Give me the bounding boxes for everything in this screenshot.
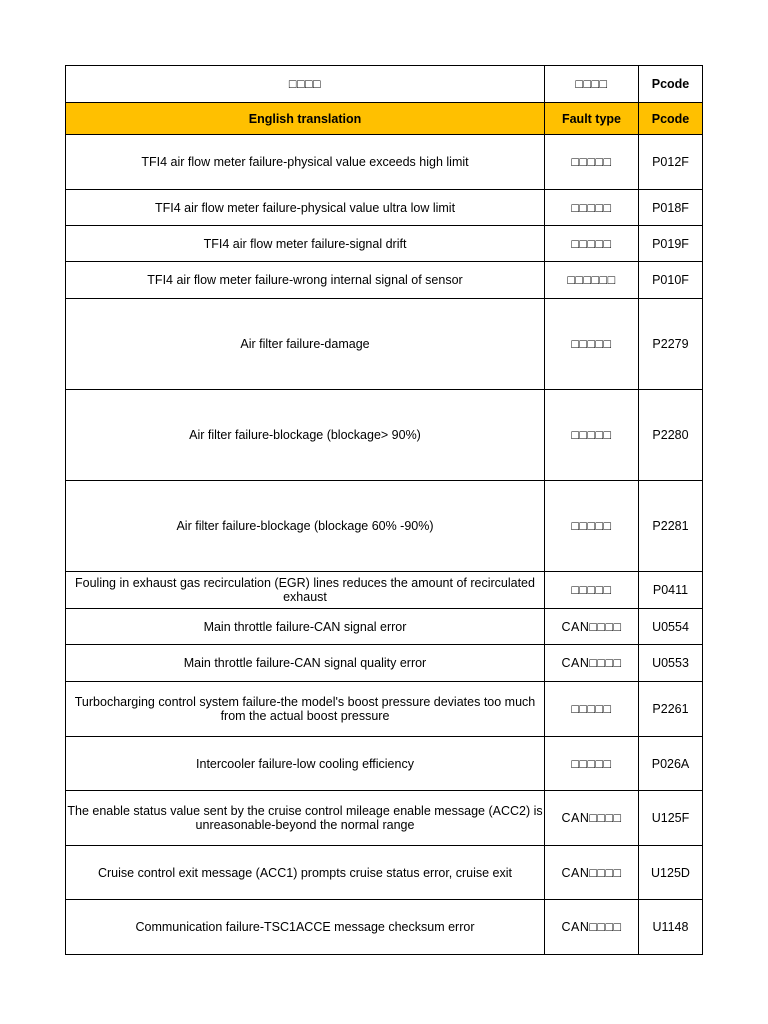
- table-row: [66, 299, 703, 390]
- row-fault-type: □□□□□: [545, 226, 639, 262]
- row-pcode: P018F: [639, 190, 703, 226]
- row-description: TFI4 air flow meter failure-signal drift: [66, 226, 545, 262]
- row-pcode: P0411: [639, 572, 703, 609]
- row-description: Turbocharging control system failure-the model's boost pressure deviates too much from the actual boost pressure: [66, 682, 545, 737]
- row-fault-type: CAN□□□□: [545, 645, 639, 682]
- table-header-row: [66, 66, 703, 103]
- translation-header-pcode: Pcode: [639, 103, 703, 135]
- row-fault-type: CAN□□□□: [545, 846, 639, 900]
- row-pcode: P026A: [639, 737, 703, 791]
- table-row: [66, 481, 703, 572]
- row-pcode: P2279: [639, 299, 703, 390]
- row-pcode: P019F: [639, 226, 703, 262]
- row-description: Main throttle failure-CAN signal quality error: [66, 645, 545, 682]
- table-row: [66, 262, 703, 299]
- row-description: Main throttle failure-CAN signal error: [66, 609, 545, 645]
- row-pcode: P2261: [639, 682, 703, 737]
- row-fault-type: □□□□□□: [545, 262, 639, 299]
- table-row: [66, 390, 703, 481]
- row-description: TFI4 air flow meter failure-physical value exceeds high limit: [66, 135, 545, 190]
- row-fault-type: □□□□□: [545, 190, 639, 226]
- row-fault-type: □□□□□: [545, 481, 639, 572]
- row-fault-type: □□□□□: [545, 135, 639, 190]
- table-row: [66, 846, 703, 900]
- row-description: Intercooler failure-low cooling efficiency: [66, 737, 545, 791]
- row-description: TFI4 air flow meter failure-physical value ultra low limit: [66, 190, 545, 226]
- row-pcode: U0554: [639, 609, 703, 645]
- fault-code-table: [65, 65, 703, 955]
- row-fault-type: CAN□□□□: [545, 900, 639, 955]
- table-row: [66, 900, 703, 955]
- row-pcode: P010F: [639, 262, 703, 299]
- row-description: The enable status value sent by the cruise control mileage enable message (ACC2) is unreasonable-beyond the normal range: [66, 791, 545, 846]
- header-pcode: Pcode: [639, 66, 703, 103]
- row-fault-type: □□□□□: [545, 390, 639, 481]
- translation-header-row: [66, 103, 703, 135]
- table-row: [66, 226, 703, 262]
- row-description: Communication failure-TSC1ACCE message checksum error: [66, 900, 545, 955]
- row-description: Cruise control exit message (ACC1) prompts cruise status error, cruise exit: [66, 846, 545, 900]
- row-pcode: P2281: [639, 481, 703, 572]
- row-description: Air filter failure-blockage (blockage> 90%): [66, 390, 545, 481]
- table-row: [66, 791, 703, 846]
- header-description: □□□□: [66, 66, 545, 103]
- translation-header-fault-type: Fault type: [545, 103, 639, 135]
- row-pcode: U1148: [639, 900, 703, 955]
- table-row: [66, 190, 703, 226]
- table-row: [66, 645, 703, 682]
- translation-header-description: English translation: [66, 103, 545, 135]
- row-pcode: U125F: [639, 791, 703, 846]
- row-fault-type: □□□□□: [545, 572, 639, 609]
- row-description: Air filter failure-blockage (blockage 60% -90%): [66, 481, 545, 572]
- table-row: [66, 737, 703, 791]
- table-row: [66, 682, 703, 737]
- row-fault-type: □□□□□: [545, 737, 639, 791]
- row-fault-type: □□□□□: [545, 682, 639, 737]
- row-fault-type: CAN□□□□: [545, 609, 639, 645]
- row-fault-type: CAN□□□□: [545, 791, 639, 846]
- row-description: TFI4 air flow meter failure-wrong internal signal of sensor: [66, 262, 545, 299]
- row-pcode: U0553: [639, 645, 703, 682]
- table-row: [66, 135, 703, 190]
- row-pcode: P2280: [639, 390, 703, 481]
- row-pcode: P012F: [639, 135, 703, 190]
- row-description: Fouling in exhaust gas recirculation (EGR) lines reduces the amount of recirculated exhaust: [66, 572, 545, 609]
- row-fault-type: □□□□□: [545, 299, 639, 390]
- row-pcode: U125D: [639, 846, 703, 900]
- table-row: [66, 609, 703, 645]
- row-description: Air filter failure-damage: [66, 299, 545, 390]
- table-row: [66, 572, 703, 609]
- header-fault-type: □□□□: [545, 66, 639, 103]
